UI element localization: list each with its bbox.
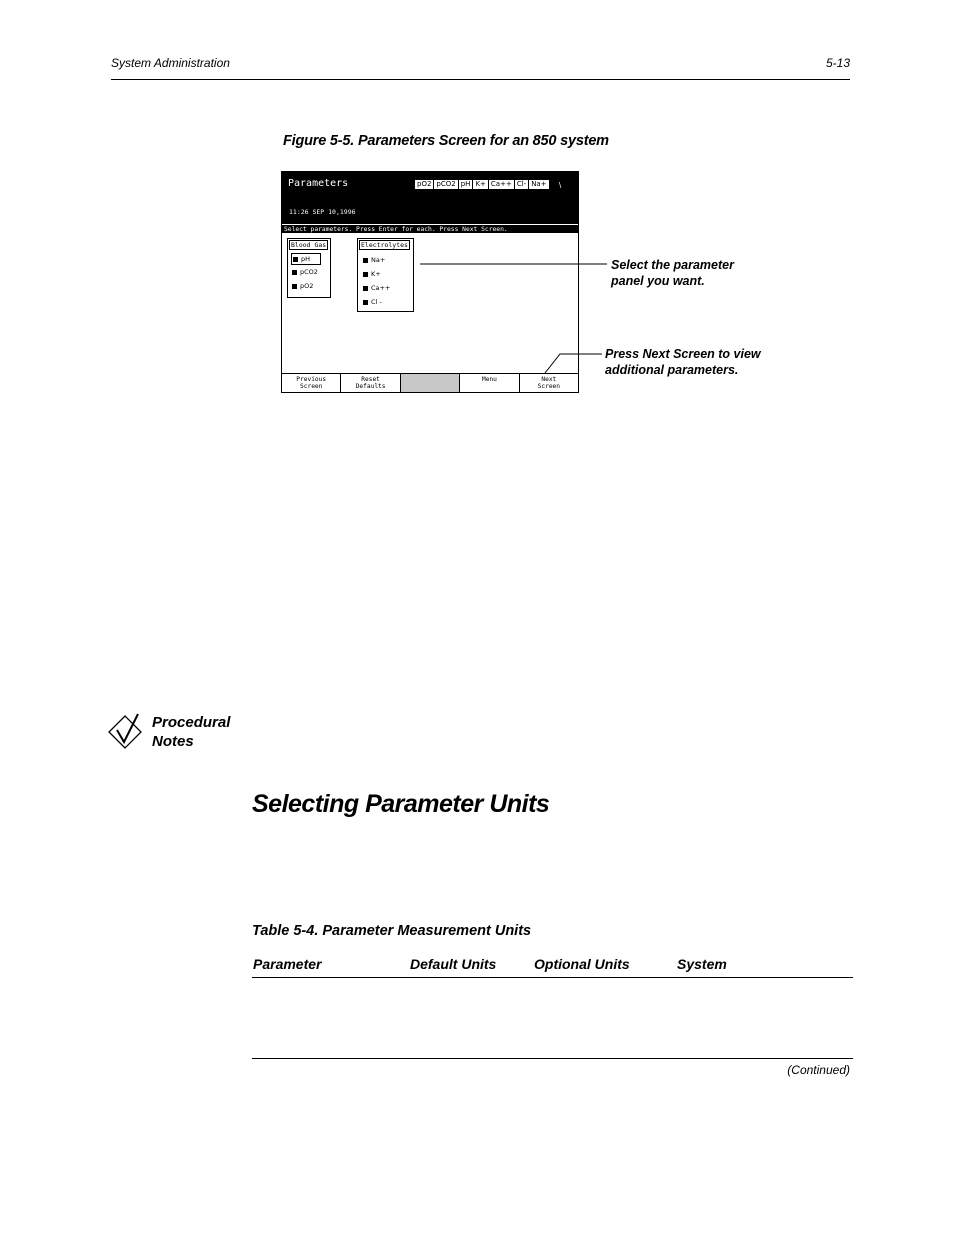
table-continued-note: (Continued) [787,1063,850,1077]
column-header-optional-units: Optional Units [534,956,630,972]
figure-caption: Figure 5-5. Parameters Screen for an 850 system [283,133,609,149]
parameter-item-cl[interactable]: Cl - [363,298,382,306]
badge-po2: pO2 [417,180,432,188]
page-number: 5-13 [825,56,850,70]
badge-k: K+ [475,180,486,188]
table-caption: Table 5-4. Parameter Measurement Units [252,923,532,939]
column-header-parameter: Parameter [253,956,322,972]
menu-button[interactable]: Menu [460,374,519,393]
column-header-default-units: Default Units [410,956,497,972]
previous-screen-button[interactable]: Previous Screen [282,374,341,393]
parameter-item-na[interactable]: Na+ [363,256,385,264]
badge-cl: Cl- [516,180,527,188]
badge-ca: Ca++ [490,180,512,188]
column-header-system: System [677,956,727,972]
badge-na: Na+ [531,180,547,188]
parameter-item-k[interactable]: K+ [363,270,381,278]
callout-next-screen: Press Next Screen to view additional parameters. [605,347,761,377]
parameter-item-ca[interactable]: Ca++ [363,284,390,292]
section-heading: Selecting Parameter Units [252,790,550,818]
screen-title: Parameters [288,178,349,189]
badge-pco2: pCO2 [436,180,456,188]
busy-indicator-icon: \ [559,181,562,190]
reset-defaults-button[interactable]: Reset Defaults [341,374,400,393]
callout-select-panel: Select the parameter panel you want. [611,258,734,288]
checkmark-diamond-icon [108,712,144,750]
panel-title: Electrolytes [361,241,408,249]
table-header-rule [252,977,853,978]
running-header-title: System Administration [111,56,230,70]
parameter-item-po2[interactable]: pO2 [292,282,313,290]
badge-ph: pH [460,180,471,188]
procedural-notes-label: Procedural Notes [152,714,231,750]
screen-timestamp: 11:26 SEP 10,1996 [289,208,356,216]
parameter-item-ph[interactable]: pH [291,253,321,265]
next-screen-button[interactable]: Next Screen [537,376,560,390]
table-bottom-rule [252,1058,853,1059]
leader-line-next [545,354,602,373]
panel-title: Blood Gas [291,241,327,249]
screen-prompt: Select parameters. Press Enter for each. Press Next Screen. [282,224,578,233]
parameter-item-pco2[interactable]: pCO2 [292,268,318,276]
